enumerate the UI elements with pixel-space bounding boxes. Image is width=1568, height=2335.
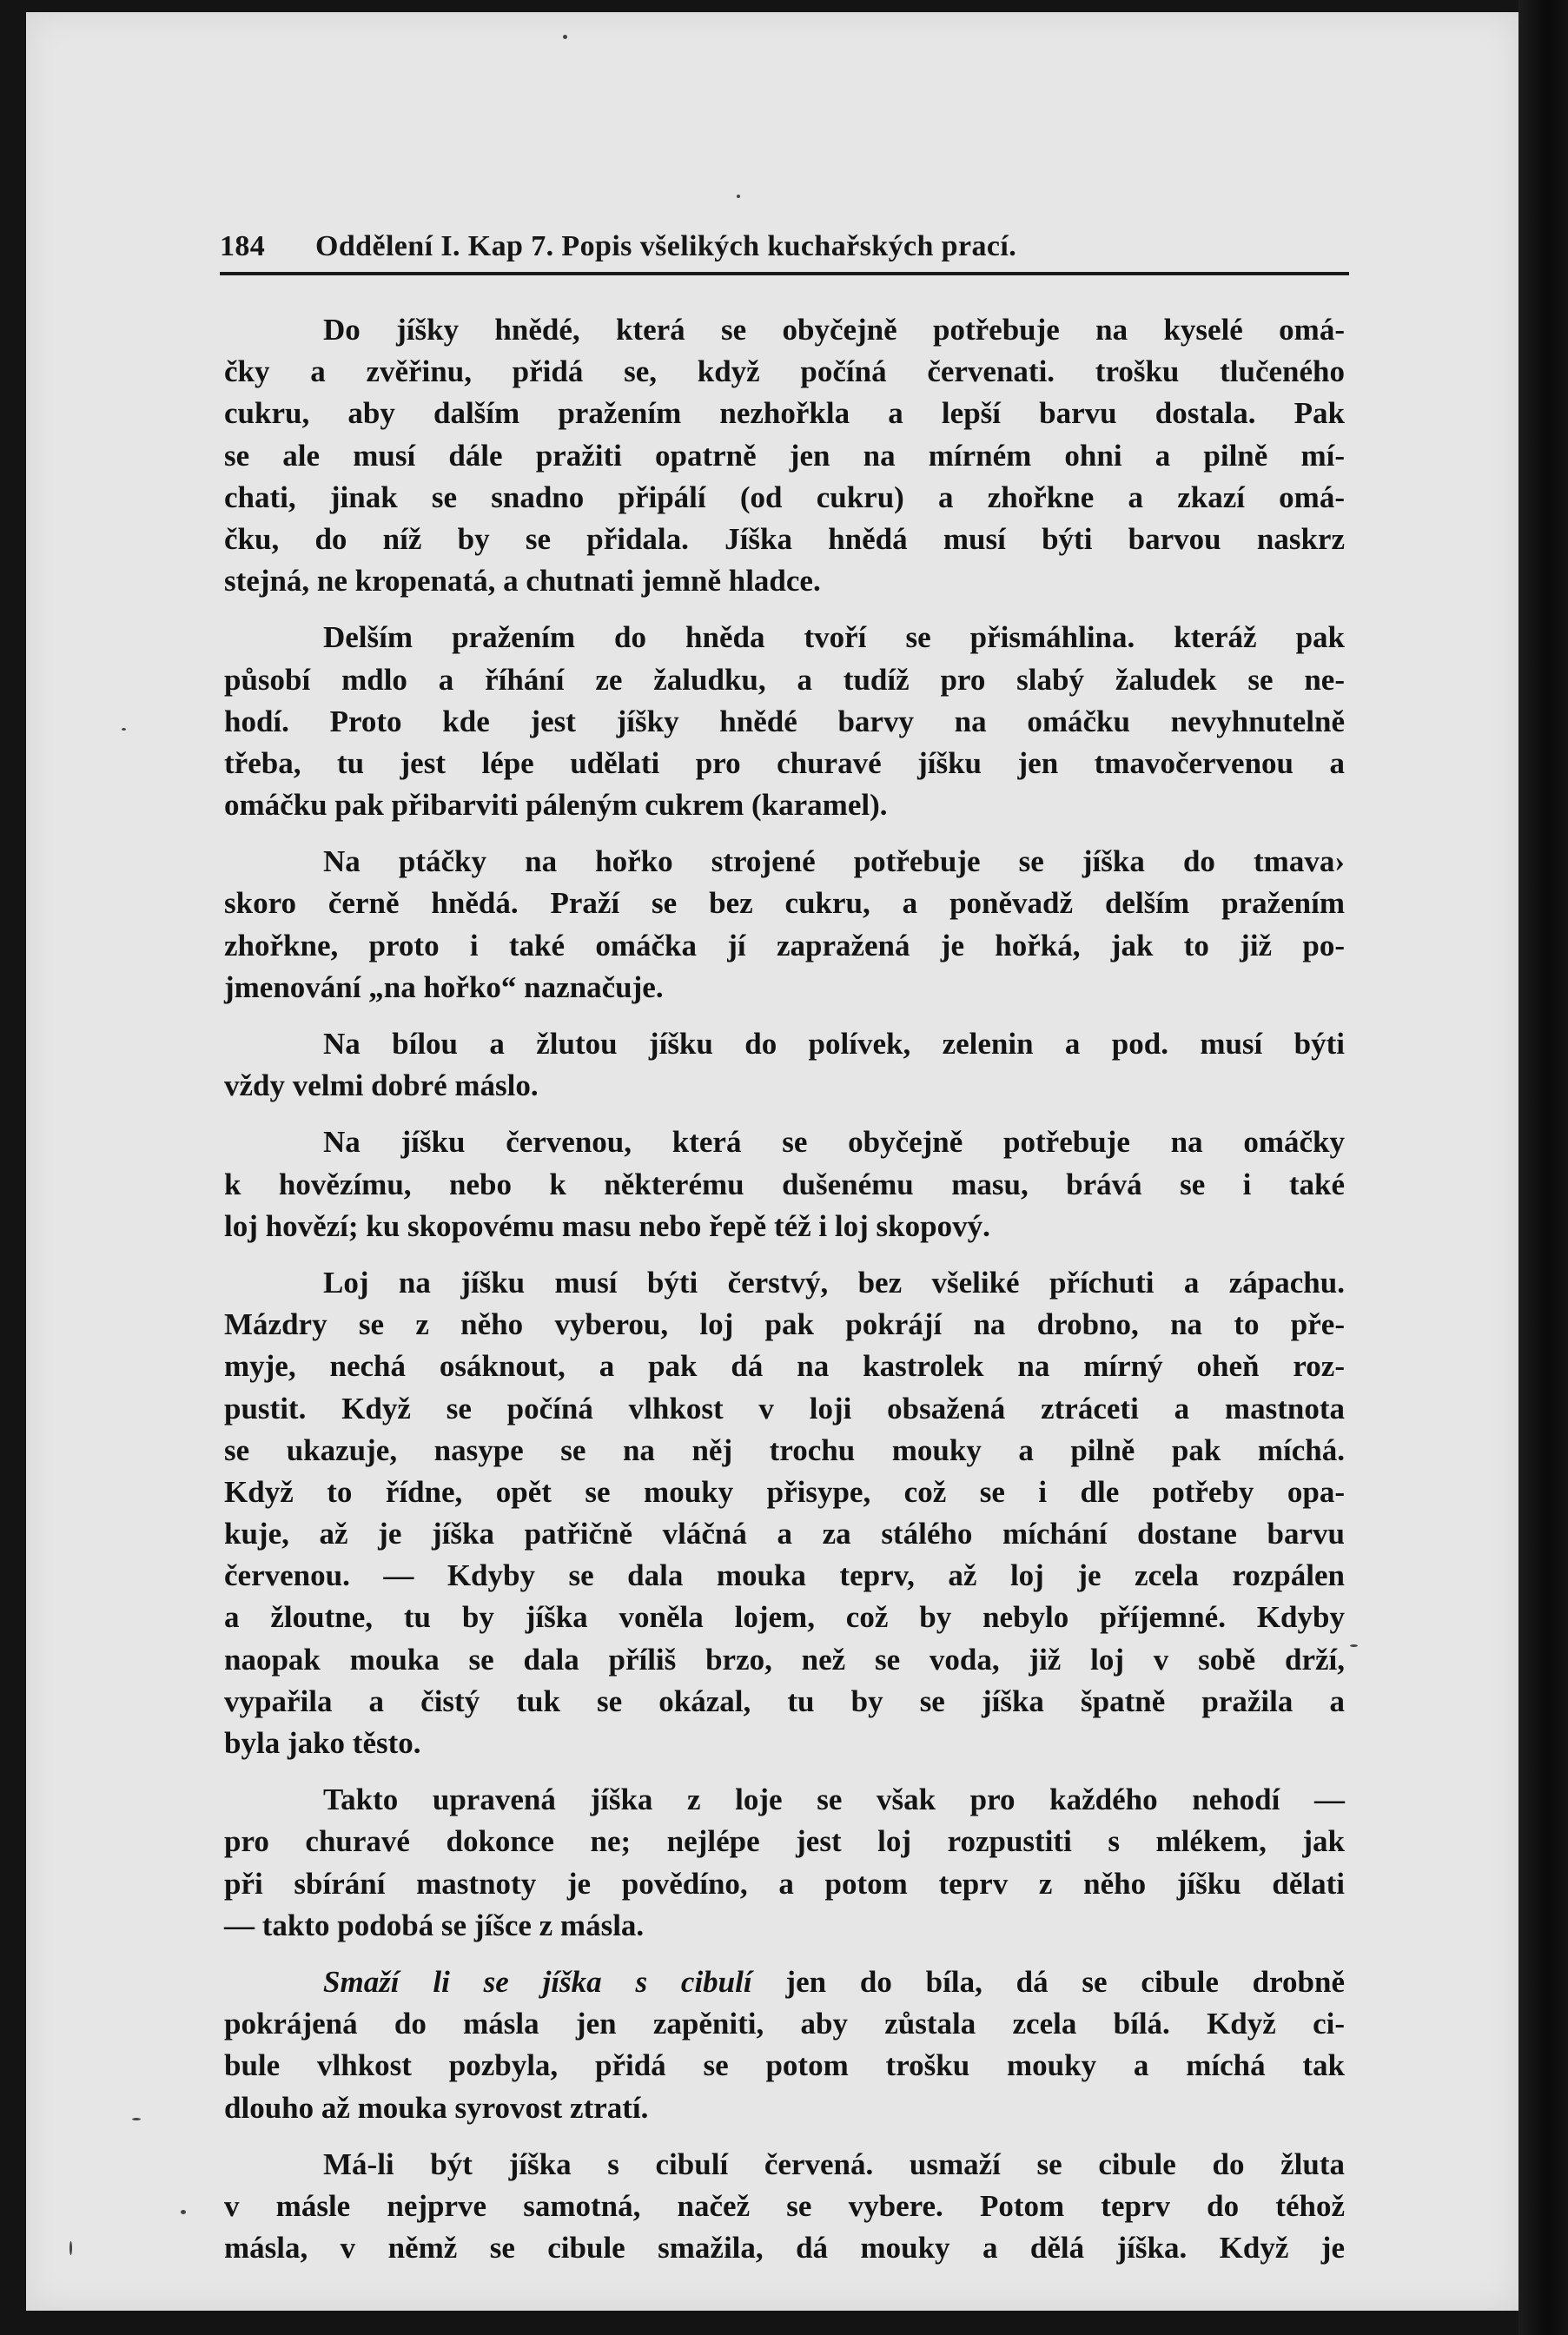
text-line: hodí. Proto kde jest jíšky hnědé barvy na omáčku nevyhnutelně [224,704,1345,738]
paragraph [224,1779,1345,1947]
text-line: a žloutne, tu by jíška voněla lojem, což by nebylo příjemné. Kdyby [224,1600,1345,1635]
text-line: Delším pražením do hnědа tvoří se přismáhlina. kteráž pak [323,620,1345,655]
text-line: se ukazuje, nasype se na něj trochu mouky a pilně pak míchá. [224,1432,1345,1467]
text-line: Na bílou a žlutou jíšku do polívek, zelenin a pod. musí býti [323,1027,1345,1061]
scan-speck [181,2210,186,2214]
page-number: 184 [220,230,266,262]
body-text [224,309,1345,2284]
text-line: Když to řídne, opět se mouky přisype, což se i dle potřeby opa- [224,1474,1345,1509]
text-line-rest: jen do bíla, dá se cibule drobně [751,1964,1346,1999]
text-line: dlouho až mouka syrovost ztratí. [224,2090,649,2125]
text-line: čky a zvěřinu, přidá se, když počíná červenati. trošku tlučeného [224,354,1345,389]
text-line: pro churavé dokonce ne; nejlépe jest loj rozpustiti s mlékem, jak [224,1824,1345,1859]
text-line: byla jako těsto. [224,1726,421,1760]
text-line [224,1961,1345,2003]
text-line: chati, jinak se snadno připálí (od cukru) a zhořkne a zkazí omá- [224,480,1345,514]
text-line: bule vlhkost pozbyla, přidá se potom trošku mouky a míchá tak [224,2048,1345,2083]
running-title: Oddělení I. Kap 7. Popis všelikých kuchařských prací. [315,230,1017,262]
text-line: jmenování „na hořko“ naznačuje. [224,969,664,1004]
text-line: čku, do níž by se přidala. Jíška hnědá musí býti barvou naskrz [224,521,1345,556]
text-line: stejná, ne kropenatá, a chutnati jemně hladce. [224,564,821,599]
text-line: Na jíšku červenou, která se obyčejně potřebuje na omáčky [323,1125,1345,1160]
text-line: červenou. — Kdyby se dala mouka teprv, až loj je zcela rozpálen [224,1558,1345,1593]
text-line: působí mdlo a říhání ze žaludku, a tudíž pro slabý žaludek se ne- [224,662,1345,697]
text-line: myje, nechá osáknout, a pak dá na kastrolek na mírný oheň roz- [224,1349,1345,1384]
text-line: zhořkne, proto i také omáčka jí zapražená je hořká, jak to již po- [224,928,1345,962]
text-line: k hovězímu, nebo k některému dušenému masu, brává se i také [224,1167,1345,1201]
scan-speck [132,2118,141,2120]
book-edge [1518,0,1568,2335]
text-line: Takto upravená jíška z loje se však pro každého nehodí — [323,1783,1345,1817]
scan-speck [1350,1644,1358,1647]
scan-speck [69,2241,72,2255]
paragraph [224,1121,1345,1247]
running-header [220,230,1349,263]
text-line: Na ptáčky na hořko strojené potřebuje se jíška do tmava› [323,844,1345,879]
paragraph [224,617,1345,826]
text-line: třeba, tu jest lépe udělati pro churavé jíšku jen tmavočervenou a [224,745,1345,780]
scan-speck [563,35,567,39]
text-line: — takto podobá se jíšce z másla. [224,1908,645,1942]
text-line: cukru, aby dalším pražením nezhořkla a lepší barvu dostala. Pak [224,396,1345,431]
paragraph [224,841,1345,1009]
paragraph [224,2144,1345,2270]
text-line: pokrájená do másla jen zapěniti, aby zůstala zcela bílá. Když ci- [224,2007,1345,2041]
text-line: omáčku pak přibarviti páleným cukrem (karamel). [224,788,888,823]
paragraph [224,1961,1345,2129]
text-line: při sbírání mastnoty je povědíno, a potom teprv z něho jíšku dělati [224,1866,1345,1901]
scan-speck [737,195,740,198]
text-line: másla, v němž se cibule smažila, dá mouky a dělá jíška. Když je [224,2231,1345,2266]
paragraph [224,309,1345,602]
text-line: naopak mouka se dala příliš brzo, než se voda, již loj v sobě drží, [224,1642,1345,1677]
text-line: pustit. Když se počíná vlhkost v loji obsažená ztráceti a mastnota [224,1391,1345,1425]
text-line: v másle nejprve samotná, načež se vybere. Potom teprv do téhož [224,2188,1345,2223]
text-line: skoro černě hnědá. Praží se bez cukru, a poněvadž delším pražením [224,886,1345,921]
text-line: Má-li být jíška s cibulí červená. usmaží se cibule do žluta [323,2146,1345,2181]
text-line: vždy velmi dobré máslo. [224,1068,539,1103]
paragraph [224,1023,1345,1107]
text-line: vypařila a čistý tuk se okázal, tu by se jíška špatně pražila a [224,1683,1345,1718]
text-line: Mázdry se z něho vyberou, loj pak pokrájí na drobno, na to pře- [224,1307,1345,1342]
text-line: Loj na jíšku musí býti čerstvý, bez všeliké příchuti a zápachu. [323,1265,1345,1300]
header-rule [220,272,1349,275]
text-line: Do jíšky hnědé, která se obyčejně potřebuje na kyselé omá- [323,313,1345,347]
text-line: kuje, až je jíška patřičně vláčná a za stálého míchání dostane barvu [224,1517,1345,1551]
scan-speck [122,728,126,731]
text-line: se ale musí dále pražiti opatrně jen na mírném ohni a pilně mí- [224,438,1345,473]
paragraph [224,1262,1345,1764]
italic-lead: Smaží li se jíška s cibulí [323,1964,752,1999]
text-line: loj hovězí; ku skopovému masu nebo řepě též i loj skopový. [224,1208,990,1243]
